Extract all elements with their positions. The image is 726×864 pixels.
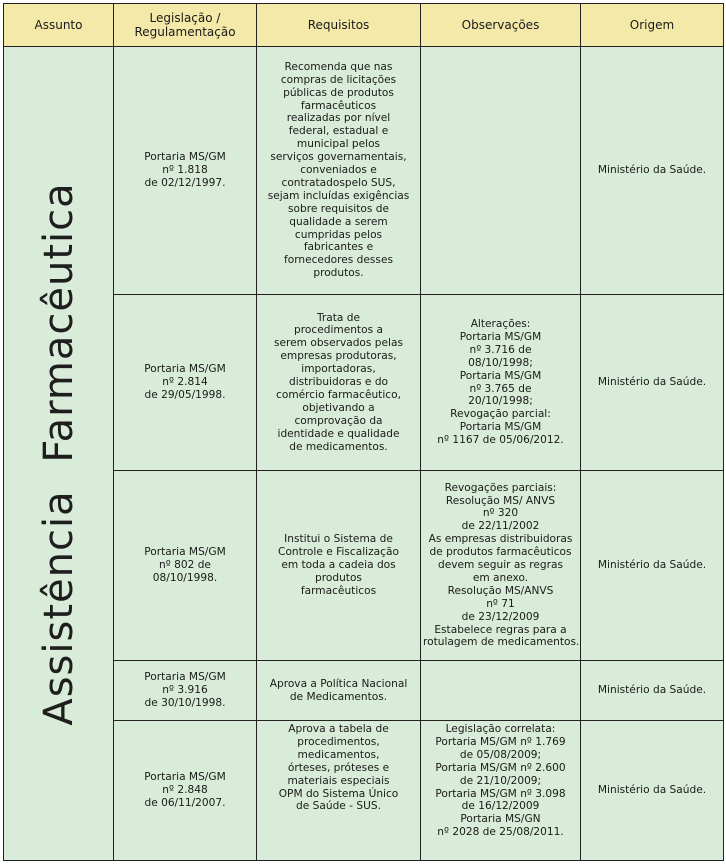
cell-text-line: Revogação parcial:: [450, 408, 551, 421]
requisitos-cell: [257, 295, 421, 471]
cell-text-line: nº 320: [482, 507, 519, 520]
cell-text-line: As empresas distribuidoras: [428, 533, 573, 546]
cell-text-line: Portaria MS/GM: [459, 421, 542, 434]
cell-text-line: Resolução MS/ ANVS: [445, 494, 556, 507]
cell-text-line: Portaria MS/GM nº 1.769: [435, 735, 566, 748]
cell-text-line: Controle e Fiscalização: [278, 546, 399, 559]
cell-text-line: nº 3.765 de: [469, 382, 532, 395]
origem-cell: Ministério da Saúde.: [581, 47, 724, 295]
observacoes-cell: [421, 661, 581, 721]
header-assunto: Assunto: [4, 4, 114, 47]
header-legislacao: [114, 4, 257, 47]
cell-text-line: Portaria MS/GM: [144, 363, 226, 376]
cell-text-line: de 30/10/1998.: [144, 696, 226, 709]
cell-text-line: rotulagem de medicamentos.: [423, 636, 580, 649]
cell-text-line: produtos: [315, 571, 362, 584]
observacoes-cell: [421, 295, 581, 471]
cell-text-line: órteses, próteses e: [287, 761, 390, 774]
cell-text-line: nº 71: [486, 597, 515, 610]
origem-cell: Ministério da Saúde.: [581, 295, 724, 471]
cell-text-line: de 05/08/2009;: [459, 748, 542, 761]
header-observacoes: Observações: [421, 4, 581, 47]
cell-text-line: farmacêuticos: [300, 99, 377, 112]
table-row: [4, 47, 724, 295]
cell-text-line: serem observados pelas: [273, 337, 403, 350]
cell-text-line: fornecedores desses: [283, 254, 393, 267]
cell-text-line: Portaria MS/GM: [144, 771, 226, 784]
cell-text-line: de 23/12/2009: [461, 610, 540, 623]
header-legislacao-line: Regulamentação: [134, 25, 236, 39]
cell-text-line: 08/10/1998;: [468, 356, 533, 369]
cell-text-line: compras de licitações: [280, 73, 397, 86]
cell-text-line: cumpridas pelos: [294, 228, 383, 241]
cell-text-line: comércio farmacêutico,: [276, 388, 401, 401]
cell-text-line: Portaria MS/GN: [460, 813, 541, 826]
cell-text-line: Aprova a tabela de: [288, 723, 389, 735]
requisitos-cell: [257, 471, 421, 661]
cell-text-line: Institui o Sistema de: [284, 533, 393, 546]
cell-text-line: medicamentos,: [297, 748, 380, 761]
cell-text-line: serviços governamentais,: [270, 151, 407, 164]
observacoes-cell: [421, 47, 581, 295]
cell-text-line: municipal pelos: [296, 138, 381, 151]
cell-text-line: de medicamentos.: [289, 440, 388, 453]
cell-text-line: de 29/05/1998.: [144, 388, 226, 401]
header-legislacao-line: Legislação /: [149, 11, 221, 25]
cell-text-line: federal, estadual e: [288, 125, 389, 138]
cell-text-line: Portaria MS/GM nº 2.600: [435, 761, 566, 774]
origem-cell: Ministério da Saúde.: [581, 661, 724, 721]
legislacao-cell: [114, 295, 257, 471]
cell-text-line: realizadas por nível: [286, 112, 391, 125]
cell-text-line: farmacêuticos: [300, 584, 377, 597]
requisitos-cell: [257, 47, 421, 295]
cell-text-line: empresas produtoras,: [280, 350, 397, 363]
cell-text-line: de 06/11/2007.: [144, 796, 226, 809]
cell-text-line: OPM do Sistema Único: [278, 787, 399, 800]
origem-cell: Ministério da Saúde.: [581, 721, 724, 861]
cell-text-line: públicas de produtos: [283, 86, 394, 99]
cell-text-line: Aprova a Política Nacional: [269, 677, 408, 690]
cell-text-line: de Saúde - SUS.: [296, 800, 381, 813]
cell-text-line: sobre requisitos de: [288, 202, 389, 215]
cell-text-line: Resolução MS/ANVS: [447, 584, 554, 597]
cell-text-line: fabricantes e: [303, 241, 374, 254]
legislacao-cell: [114, 721, 257, 861]
cell-text-line: materiais especiais: [287, 774, 390, 787]
cell-text-line: Revogações parciais:: [444, 481, 557, 494]
cell-text-line: distribuidoras e do: [288, 376, 389, 389]
cell-text-line: nº 3.916: [162, 684, 208, 697]
cell-text-line: procedimentos,: [297, 735, 380, 748]
origem-cell: Ministério da Saúde.: [581, 471, 724, 661]
header-origem: Origem: [581, 4, 724, 47]
cell-text-line: Portaria MS/GM: [144, 151, 226, 164]
cell-text-line: de Medicamentos.: [289, 690, 388, 703]
cell-text-line: contratadospelo SUS,: [281, 176, 396, 189]
legislation-table: [3, 3, 724, 861]
cell-text-line: de produtos farmacêuticos: [429, 546, 572, 559]
cell-text-line: Portaria MS/GM: [459, 369, 542, 382]
cell-text-line: 08/10/1998.: [152, 571, 218, 584]
cell-text-line: procedimentos a: [294, 324, 383, 337]
requisitos-cell: [257, 661, 421, 721]
cell-text-line: comprovação da: [294, 414, 383, 427]
legislacao-cell: [114, 47, 257, 295]
cell-text-line: Estabelece regras para a: [434, 623, 567, 636]
cell-text-line: qualidade a serem: [289, 215, 388, 228]
cell-text-line: Portaria MS/GM: [459, 330, 542, 343]
legislacao-cell: [114, 661, 257, 721]
cell-text-line: Legislação correlata:: [445, 723, 556, 735]
cell-text-line: Recomenda que nas: [284, 60, 393, 73]
cell-text-line: nº 2.848: [162, 784, 208, 797]
cell-text-line: nº 802 de: [159, 559, 211, 572]
cell-text-line: nº 3.716 de: [469, 343, 532, 356]
cell-text-line: produtos.: [313, 267, 364, 280]
cell-text-line: nº 1167 de 05/06/2012.: [437, 434, 564, 447]
cell-text-line: objetivando a: [302, 401, 375, 414]
cell-text-line: de 22/11/2002: [461, 520, 540, 533]
cell-text-line: devem seguir as regras: [438, 559, 563, 572]
cell-text-line: Portaria MS/GM nº 3.098: [435, 787, 566, 800]
legislation-table-container: [3, 3, 723, 859]
requisitos-cell: [257, 721, 421, 861]
cell-text-line: Trata de: [316, 311, 360, 324]
header-requisitos: Requisitos: [257, 4, 421, 47]
cell-text-line: em toda a cadeia dos: [281, 559, 396, 572]
cell-text-line: de 16/12/2009: [461, 800, 540, 813]
observacoes-cell: [421, 721, 581, 861]
cell-text-line: nº 2028 de 25/08/2011.: [437, 826, 564, 839]
cell-text-line: em anexo.: [472, 571, 529, 584]
cell-text-line: conveniados e: [300, 164, 377, 177]
cell-text-line: nº 1.818: [162, 164, 208, 177]
cell-text-line: sejam incluídas exigências: [267, 189, 410, 202]
cell-text-line: de 02/12/1997.: [144, 176, 226, 189]
cell-text-line: importadoras,: [301, 363, 376, 376]
legislacao-cell: [114, 471, 257, 661]
cell-text-line: Portaria MS/GM: [144, 671, 226, 684]
observacoes-cell: [421, 471, 581, 661]
subject-cell: [4, 47, 114, 861]
cell-text-line: de 21/10/2009;: [459, 774, 542, 787]
header-row: [4, 4, 724, 47]
cell-text-line: Alterações:: [470, 317, 531, 330]
cell-text-line: 20/10/1998;: [468, 395, 533, 408]
cell-text-line: Portaria MS/GM: [144, 546, 226, 559]
cell-text-line: identidade e qualidade: [277, 427, 400, 440]
subject-title: Assistência Farmacêutica: [35, 181, 82, 726]
cell-text-line: nº 2.814: [162, 376, 208, 389]
